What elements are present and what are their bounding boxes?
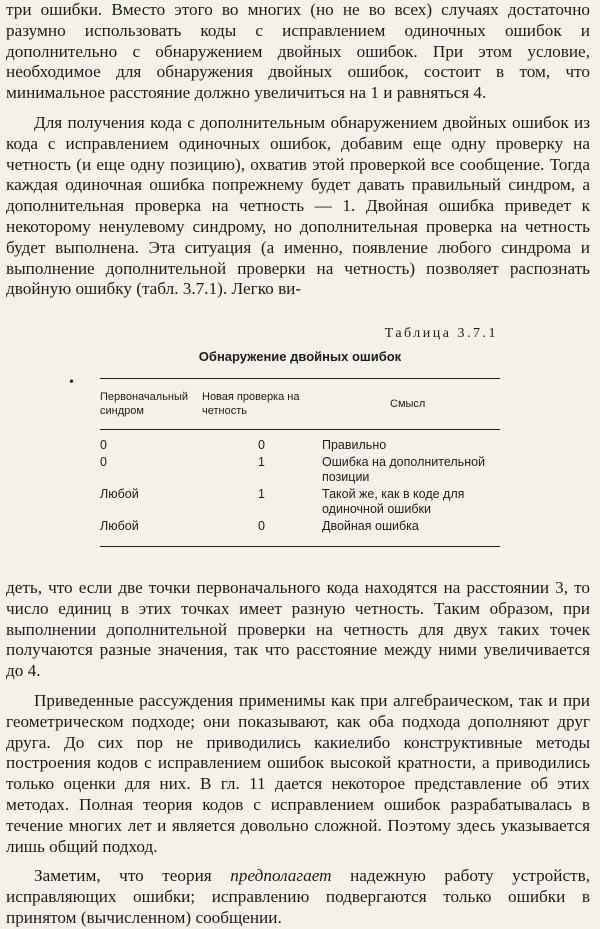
cell-meaning: Ошибка на дополнительной позиции bbox=[322, 455, 486, 484]
cell-meaning: Правильно bbox=[322, 438, 387, 452]
cell-syndrome: 0 bbox=[100, 455, 107, 469]
cell-syndrome: Любой bbox=[100, 487, 139, 501]
text-run: Заметим, что теория bbox=[34, 866, 212, 886]
cell-parity: 1 bbox=[258, 455, 265, 469]
table-row bbox=[100, 487, 500, 517]
emphasis: предполагает bbox=[230, 866, 332, 886]
text-block-top bbox=[6, 0, 590, 300]
table-row bbox=[100, 455, 500, 485]
parity-table bbox=[100, 378, 500, 547]
cell-parity: 0 bbox=[258, 519, 265, 533]
paragraph bbox=[6, 866, 590, 928]
cell-syndrome: 0 bbox=[100, 438, 107, 452]
paragraph: три ошибки. Вместо этого во многих (но не во всех) случаях достаточно разумно использовать коды с исправлением одиночных ошибок и дополнительно с обнаружением двойных ошибок. При этом условие, необходимое для обнаружения двойных ошибок, состоит в том, что минимальное расстояние должно увеличиться на 1 и равняться 4. bbox=[6, 0, 590, 103]
table-bottom-rule bbox=[100, 546, 500, 547]
table-body bbox=[100, 430, 500, 546]
header-initial-syndrome: Первоначальный синдром bbox=[100, 391, 189, 417]
table-title: Обнаружение двойных ошибок bbox=[198, 349, 402, 364]
print-dot: • bbox=[69, 375, 74, 390]
header-meaning: Смысл bbox=[390, 398, 426, 410]
cell-parity: 1 bbox=[258, 487, 265, 501]
cell-parity: 0 bbox=[258, 438, 265, 452]
table-row bbox=[100, 519, 500, 534]
cell-meaning: Двойная ошибка bbox=[322, 519, 419, 533]
paragraph: Для получения кода с дополнительным обнаружением двойных ошибок из кода с исправлением одиночных ошибок, добавим еще одну проверку на четность (и еще одну позицию), охватив этой проверкой все сообщение. Тогда каждая одиночная ошибка попрежнему будет давать правильный синдром, а дополнительная проверка на четность — 1. Двойная ошибка приведет к некоторому ненулевому синдрому, но дополнительная проверка на четность будет выполнена. Эта ситуация (а именно, появление любого синдрома и выполнение дополнительной проверки на четность) позволяет распознать двойную ошибку (табл. 3.7.1). Легко ви- bbox=[6, 112, 590, 299]
text-run: надежную работу устройств, исправляющих ошибки; исправлению подвергаются только ошибки в принятом (вычисленном) сообщении. bbox=[6, 866, 591, 927]
cell-syndrome: Любой bbox=[100, 519, 139, 533]
header-new-parity: Новая проверка на четность bbox=[202, 391, 300, 417]
cell-meaning: Такой же, как в коде для одиночной ошибки bbox=[322, 487, 465, 516]
table-row bbox=[100, 438, 500, 453]
paragraph: деть, что если две точки первоначального кода находятся на расстоянии 3, то число единиц в этих точках имеет разную четность. Таким образом, при выполнении дополнительной проверки на четность для двух таких точек получаются разные значения, так что расстояние между ними увеличивается до 4. bbox=[6, 578, 590, 681]
text-block-bottom bbox=[6, 578, 590, 929]
table-number: Таблица 3.7.1 bbox=[384, 326, 498, 341]
paragraph: Приведенные рассуждения применимы как при алгебраическом, так и при геометрическом подходе; они показывают, как оба подхода дополняют друг друга. До сих пор не приводились какиелибо конструктивные методы построения кодов с исправлением ошибок высокой кратности, а приводились только оценки для них. В гл. 11 дается некоторое представление об этих методах. Полная теория кодов с исправлением ошибок разрабатывалась в течение многих лет и является довольно сложной. Поэтому здесь указывается лишь общий подход. bbox=[6, 690, 590, 856]
table-header bbox=[100, 379, 500, 429]
